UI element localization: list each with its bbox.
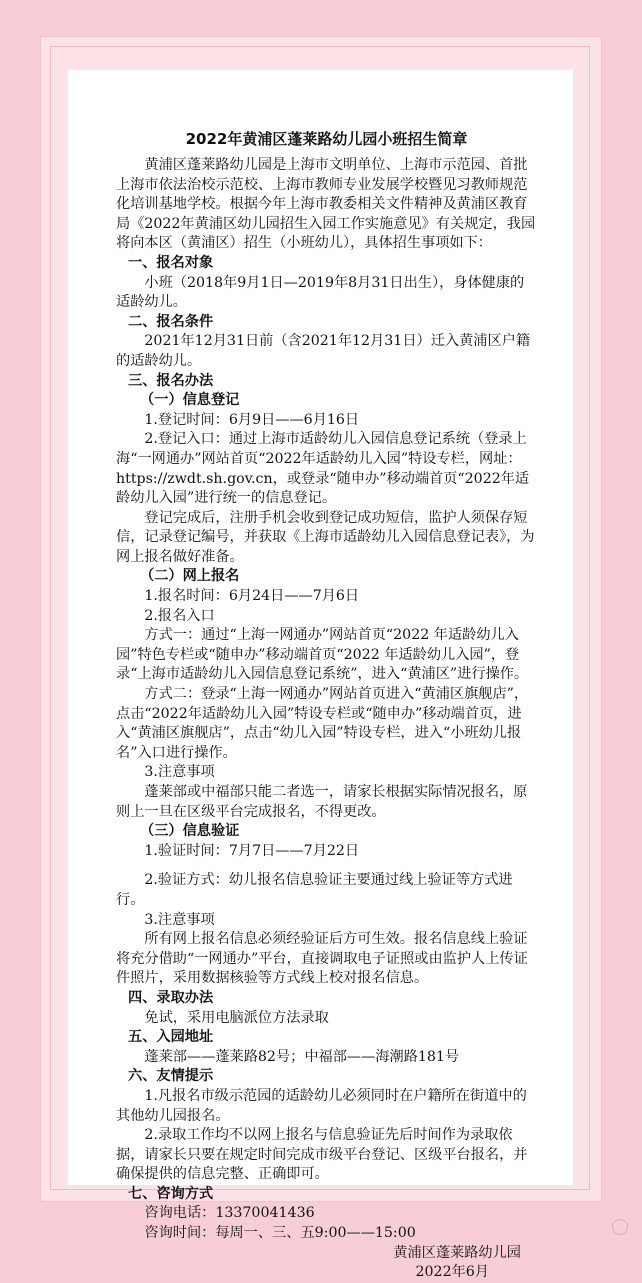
intro-paragraph: 黄浦区蓬莱路幼儿园是上海市文明单位、上海市示范园、首批上海市依法治校示范校、上海市教师专业发展学校暨见习教师规范化培训基地学校。根据今年上海市教委相关文件精神及黄浦区教育局《2022年黄浦区幼儿园招生入园工作实施意见》有关规定，我园将向本区（黄浦区）招生（小班幼儿），具体招生事项如下：: [116, 156, 537, 254]
apply-way-2: 方式二：登录“上海一网通办”网站首页进入“黄浦区旗舰店”，点击“2022年适龄幼儿入园”特设专栏或“随申办”移动端首页，进入“黄浦区旗舰店”，点击“幼儿入园”特设专栏，进入“小班幼儿报名”入口进行操作。: [116, 685, 537, 763]
verify-note-label: 3.注意事项: [116, 911, 537, 931]
section-heading: 一、报名对象: [116, 254, 537, 274]
register-time: 1.登记时间：6月9日——6月16日: [116, 411, 537, 431]
subsection-heading: （三）信息验证: [116, 822, 537, 842]
apply-time: 1.报名时间：6月24日——7月6日: [116, 587, 537, 607]
document-page: [68, 70, 573, 1185]
contact-phone: 咨询电话：13370041436: [116, 1204, 537, 1224]
register-after: 登记完成后，注册手机会收到登记成功短信，监护人须保存短信，记录登记编号，并获取《上海市适龄幼儿入园信息登记表》，为网上报名做好准备。: [116, 509, 537, 568]
section-text: 小班（2018年9月1日—2019年8月31日出生），身体健康的适龄幼儿。: [116, 274, 537, 313]
section-heading: 三、报名办法: [116, 372, 537, 392]
apply-way-1: 方式一：通过“上海一网通办”网站首页“2022 年适龄幼儿入园”特色专栏或“随申办”移动端首页“2022 年适龄幼儿入园”，登录“上海市适龄幼儿入园信息登记系统”，进入“黄浦区”进行操作。: [116, 626, 537, 685]
subsection-heading: （一）信息登记: [116, 391, 537, 411]
signature: 黄浦区蓬莱路幼儿园: [116, 1244, 537, 1264]
subsection-heading: （二）网上报名: [116, 567, 537, 587]
section-heading: 六、友情提示: [116, 1067, 537, 1087]
watermark-icon: [612, 1219, 628, 1235]
section-text: 免试，采用电脑派位方法录取: [116, 1009, 537, 1029]
register-entry: 2.登记入口：通过上海市适龄幼儿入园信息登记系统（登录上海“一网通办”网站首页“2022年适龄幼儿入园”特设专栏，网址：https://zwdt.sh.gov.cn，或登录“随申办”移动端首页“2022年适龄幼儿入园”进行统一的信息登记。: [116, 430, 537, 508]
apply-note: 蓬莱部或中福部只能二者选一，请家长根据实际情况报名，原则上一旦在区级平台完成报名，不得更改。: [116, 783, 537, 822]
document-title: 2022年黄浦区蓬莱路幼儿园小班招生简章: [116, 128, 537, 150]
signature-date: 2022年6月: [116, 1263, 537, 1283]
tip-1: 1.凡报名市级示范园的适龄幼儿必须同时在户籍所在街道中的其他幼儿园报名。: [116, 1087, 537, 1126]
apply-note-label: 3.注意事项: [116, 763, 537, 783]
tip-2: 2.录取工作均不以网上报名与信息验证先后时间作为录取依据，请家长只要在规定时间完成市级平台登记、区级平台报名，并确保提供的信息完整、正确即可。: [116, 1126, 537, 1185]
verify-note: 所有网上报名信息必须经验证后方可生效。报名信息线上验证将充分借助“一网通办”平台，直接调取电子证照或由监护人上传证件照片，采用数据核验等方式线上校对报名信息。: [116, 930, 537, 989]
verify-time: 1.验证时间：7月7日——7月22日: [116, 842, 537, 862]
section-heading: 五、入园地址: [116, 1028, 537, 1048]
section-heading: 四、录取办法: [116, 989, 537, 1009]
apply-entry: 2.报名入口: [116, 607, 537, 627]
section-heading: 七、咨询方式: [116, 1185, 537, 1205]
section-text: 2021年12月31日前（含2021年12月31日）迁入黄浦区户籍的适龄幼儿。: [116, 332, 537, 371]
verify-method: 2.验证方式：幼儿报名信息验证主要通过线上验证等方式进行。: [116, 871, 537, 910]
address-text: 蓬莱部——蓬莱路82号；中福部——海潮路181号: [116, 1048, 537, 1068]
contact-hours: 咨询时间：每周一、三、五9:00——15:00: [116, 1224, 537, 1244]
section-heading: 二、报名条件: [116, 313, 537, 333]
